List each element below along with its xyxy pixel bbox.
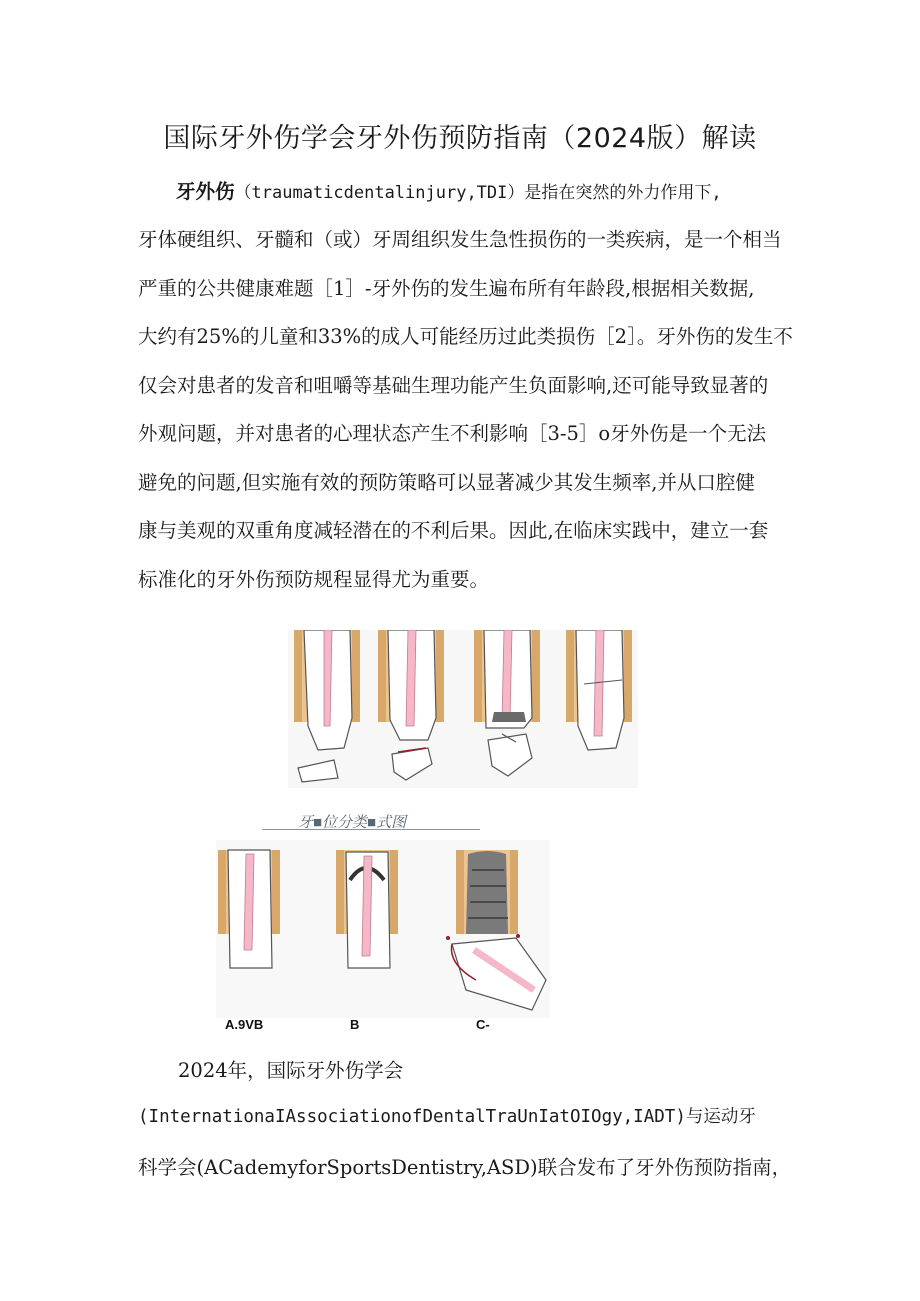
para2-line-2: (InternationaIAssociationofDentalTraUnIatOIOgy,IADT)与运动牙 <box>138 1107 756 1127</box>
intro-line-6: 外观问题，并对患者的心理状态产生不利影响［3-5］o牙外伤是一个无法 <box>138 422 767 445</box>
figure-caption: 牙■位分类■式图 <box>298 814 407 831</box>
panel-label-c: C- <box>476 1017 490 1032</box>
intro-line-1-rest: （traumaticdentalinjury,TDI）是指在突然的外力作用下, <box>234 183 722 203</box>
intro-line-8: 康与美观的双重角度减轻潜在的不利后果。因此,在临床实践中，建立一套 <box>138 519 769 542</box>
panel-label-b: B <box>350 1017 360 1032</box>
document-title: 国际牙外伤学会牙外伤预防指南（2024版）解读 <box>163 123 757 154</box>
tooth-fracture-diagram-bottom <box>216 840 550 1018</box>
para2-line-1: 2024年，国际牙外伤学会 <box>178 1059 404 1082</box>
intro-line-9: 标准化的牙外伤预防规程显得尤为重要。 <box>138 568 490 591</box>
para2-line-3-text: 科学会(ACademyforSportsDentistry,ASD)联合发布了牙外伤预防指南， <box>138 1156 792 1179</box>
intro-line-2: 牙体硬组织、牙髓和（或）牙周组织发生急性损伤的一类疾病，是一个相当 <box>138 228 782 251</box>
intro-term: 牙外伤 <box>176 180 235 203</box>
tooth-fracture-diagram-top <box>288 630 638 788</box>
intro-line-7: 避免的问题,但实施有效的预防策略可以显著减少其发生频率,并从口腔健 <box>138 471 755 494</box>
intro-line-5: 仅会对患者的发音和咀嚼等基础生理功能产生负面影响,还可能导致显著的 <box>138 374 769 397</box>
para2-line-3 <box>138 1152 791 1180</box>
intro-line-3: 严重的公共健康难题［1］-牙外伤的发生遍布所有年龄段,根据相关数据, <box>138 277 755 300</box>
intro-line-1 <box>176 176 722 204</box>
panel-label-a: A.9VB <box>225 1017 264 1032</box>
intro-line-4: 大约有25%的儿童和33%的成人可能经历过此类损伤［2］。牙外伤的发生不 <box>138 325 793 348</box>
